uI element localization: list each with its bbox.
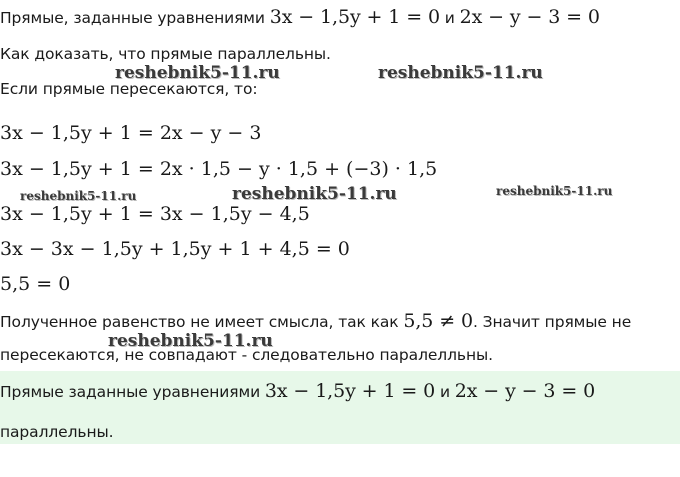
step-5: 5,5 = 0 — [0, 273, 71, 295]
step-2: 3x − 1,5y + 1 = 2x · 1,5 − y · 1,5 + (−3) · 1,5 — [0, 158, 438, 180]
conclusion-text-1: Полученное равенство не имеет смысла, так как — [0, 313, 404, 331]
intro-text: Прямые, заданные уравнениями — [0, 9, 270, 27]
answer-and: и — [435, 383, 455, 401]
conclusion-line-2: пересекаются, не совпадают - следовательно паралелльны. — [0, 346, 493, 364]
conclusion-text-2: . Значит прямые не — [472, 313, 632, 331]
step-1: 3x − 1,5y + 1 = 2x − y − 3 — [0, 122, 262, 144]
watermark: reshebnik5-11.ru — [232, 184, 397, 204]
prove-question: Как доказать, что прямые параллельны. — [0, 45, 331, 63]
watermark: reshebnik5-11.ru — [378, 63, 543, 83]
answer-equation-1: 3x − 1,5y + 1 = 0 — [264, 380, 436, 402]
answer-equation-2: 2x − y − 3 = 0 — [454, 380, 596, 402]
step-4: 3x − 3x − 1,5y + 1,5y + 1 + 4,5 = 0 — [0, 238, 350, 260]
if-intersect-text: Если прямые пересекаются, то: — [0, 80, 258, 98]
answer-line-1 — [0, 380, 595, 402]
intro-line — [0, 6, 600, 28]
watermark: reshebnik5-11.ru — [108, 331, 273, 351]
intro-and: и — [439, 9, 460, 27]
step-3: 3x − 1,5y + 1 = 3x − 1,5y − 4,5 — [0, 203, 310, 225]
answer-box — [0, 371, 680, 444]
answer-line-2: параллельны. — [0, 423, 114, 441]
watermark: reshebnik5-11.ru — [115, 63, 280, 83]
watermark: reshebnik5-11.ru — [496, 184, 613, 198]
answer-text: Прямые заданные уравнениями — [0, 383, 265, 401]
conclusion-inequality: 5,5 ≠ 0 — [403, 310, 473, 332]
conclusion-line-1 — [0, 310, 631, 332]
watermark: reshebnik5-11.ru — [20, 189, 137, 203]
intro-equation-2: 2x − y − 3 = 0 — [459, 6, 600, 28]
intro-equation-1: 3x − 1,5y + 1 = 0 — [269, 6, 440, 28]
